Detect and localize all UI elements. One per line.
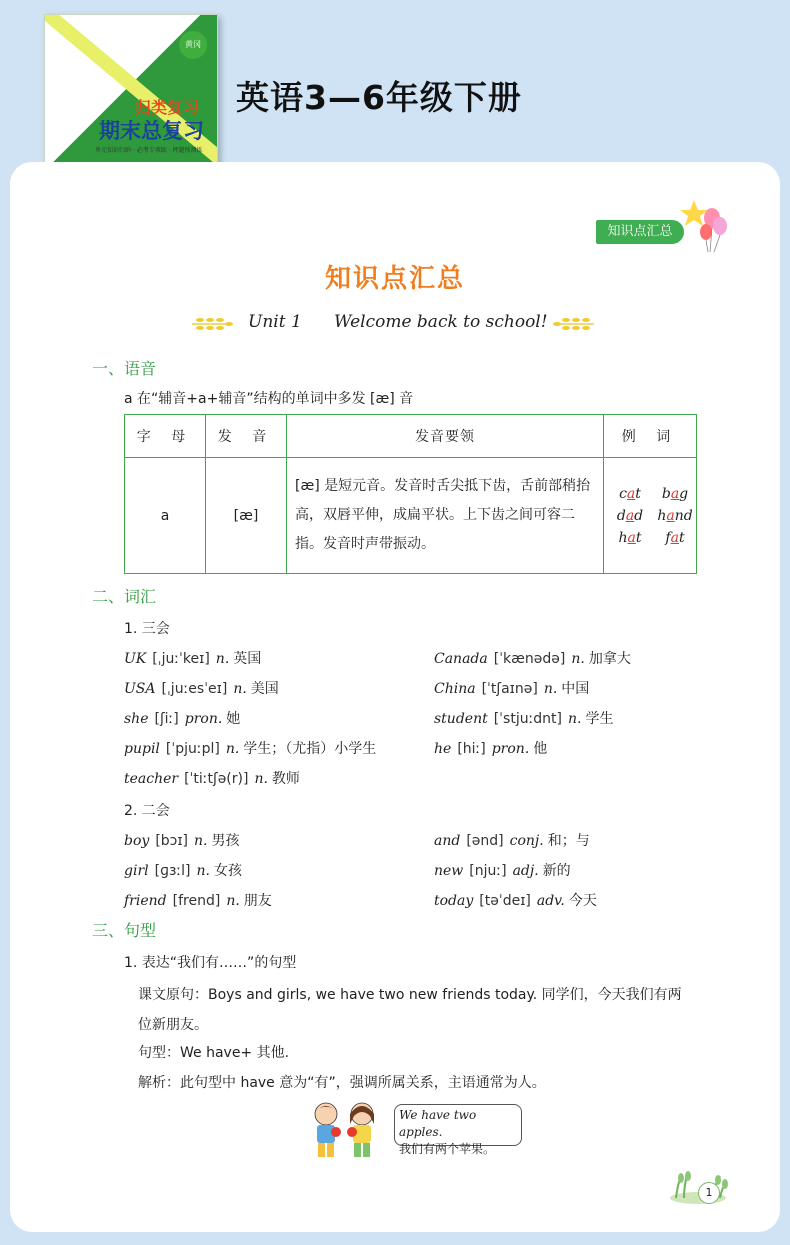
vocab-entry: student [ˈstjuːdnt] n. 学生 xyxy=(434,711,614,727)
unit-number: Unit 1 xyxy=(248,312,302,332)
vocab-entry: pupil [ˈpjuːpl] n. 学生；（尤指）小学生 xyxy=(124,741,377,757)
cover-tagline: 单元知识归纳 · 必考专项练 · 押题预测练 xyxy=(95,147,203,154)
vocab-entry: Canada [ˈkænədə] n. 加拿大 xyxy=(434,651,631,667)
table-header-rule: 发音要领 xyxy=(287,415,604,458)
section-heading-phonics: 一、语音 xyxy=(92,359,157,378)
sentence-analysis: 解析：此句型中 have 意为“有”，强调所属关系，主语通常为人。 xyxy=(138,1075,546,1091)
original-sentence-line-2: 位新朋友。 xyxy=(138,1017,208,1033)
phonics-table xyxy=(124,414,697,574)
table-header-examples: 例 词 xyxy=(604,415,697,458)
table-cell-sound: [æ] xyxy=(206,458,287,574)
example-word: dad xyxy=(616,507,644,524)
table-cell-letter: a xyxy=(125,458,206,574)
unit-header xyxy=(190,312,600,338)
page-number: 1 xyxy=(698,1182,720,1204)
vocab-entry: UK [ˌjuːˈkeɪ] n. 英国 xyxy=(124,651,262,667)
vocab-subheading-2: 2. 二会 xyxy=(124,803,170,819)
vocab-entry: teacher [ˈtiːtʃə(r)] n. 教师 xyxy=(124,771,300,787)
phonics-intro: a 在“辅音+a+辅音”结构的单词中多发 [æ] 音 xyxy=(124,391,414,407)
sentence-subheading-1: 1. 表达“我们有……”的句型 xyxy=(124,955,297,971)
vocab-entry: he [hiː] pron. 他 xyxy=(434,741,548,757)
vocab-entry: China [ˈtʃaɪnə] n. 中国 xyxy=(434,681,590,697)
speech-bubble xyxy=(394,1104,522,1156)
example-word: hand xyxy=(657,507,693,524)
grass-decoration-icon xyxy=(668,1164,728,1204)
cartoon-kids-icon xyxy=(306,1100,386,1164)
page-heading: 英语3—6年级下册 xyxy=(236,78,522,117)
page-title: 知识点汇总 xyxy=(324,264,465,294)
wheat-right-icon xyxy=(552,316,596,332)
example-word: fat xyxy=(665,529,685,546)
table-header-letter: 字 母 xyxy=(125,415,206,458)
bubble-chinese: 我们有两个苹果。 xyxy=(399,1142,496,1156)
table-cell-examples xyxy=(604,458,697,574)
example-word: hat xyxy=(618,529,642,546)
unit-name: Welcome back to school! xyxy=(334,312,548,332)
wheat-left-icon xyxy=(190,316,234,332)
balloons-icon xyxy=(680,196,730,256)
vocab-entry: she [ʃiː] pron. 她 xyxy=(124,711,241,727)
vocab-subheading-1: 1. 三会 xyxy=(124,621,170,637)
example-word: bag xyxy=(661,485,689,502)
bubble-english: We have two apples. xyxy=(399,1108,477,1139)
example-word: cat xyxy=(619,485,641,502)
vocab-entry: new [njuː] adj. 新的 xyxy=(434,863,571,879)
vocab-entry: and [ənd] conj. 和；与 xyxy=(434,833,590,849)
section-heading-vocab: 二、词汇 xyxy=(92,587,157,606)
table-header-sound: 发 音 xyxy=(206,415,287,458)
vocab-entry: boy [bɔɪ] n. 男孩 xyxy=(124,833,240,849)
section-tag: 知识点汇总 xyxy=(596,220,684,244)
cover-title: 期末总复习 xyxy=(99,119,204,143)
table-cell-rule: [æ] 是短元音。发音时舌尖抵下齿，舌前部稍抬高，双唇平伸，成扁平状。上下齿之间可容二指。发音时声带振动。 xyxy=(287,458,604,574)
vocab-entry: girl [ɡɜːl] n. 女孩 xyxy=(124,863,242,879)
section-heading-sentence: 三、句型 xyxy=(92,921,157,940)
sentence-pattern: 句型：We have+ 其他. xyxy=(138,1045,290,1061)
cover-badge: 黄冈 xyxy=(179,31,207,59)
vocab-entry: today [təˈdeɪ] adv. 今天 xyxy=(434,893,597,909)
vocab-entry: USA [ˌjuːesˈeɪ] n. 美国 xyxy=(124,681,279,697)
original-sentence-line-1: 课文原句：Boys and girls, we have two new friends today. 同学们，今天我们有两 xyxy=(138,987,682,1003)
vocab-entry: friend [frend] n. 朋友 xyxy=(124,893,272,909)
example-words xyxy=(605,486,695,546)
cover-series-label: 归类复习 xyxy=(135,98,200,117)
